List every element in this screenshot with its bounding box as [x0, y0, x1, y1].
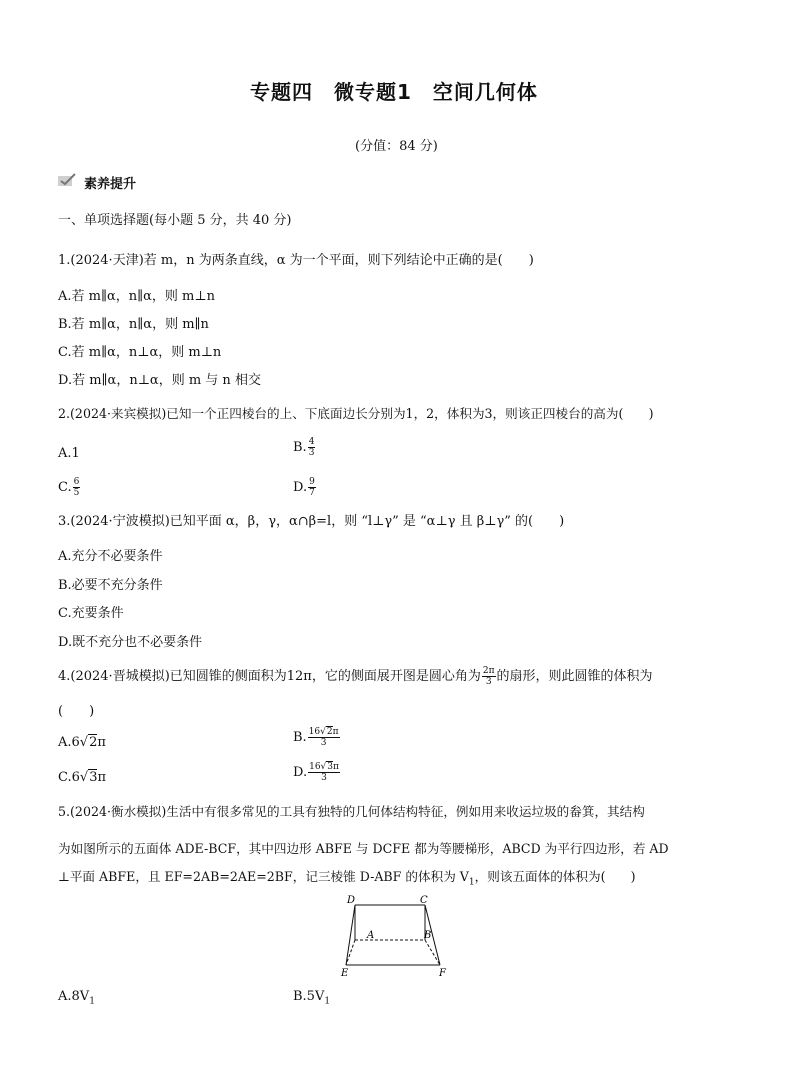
q4-a-radical: √2 — [79, 735, 98, 750]
q5-a-prefix: A.8V — [58, 989, 90, 1004]
q4-option-a — [58, 734, 106, 752]
score-note: (分值：84 分) — [355, 139, 438, 154]
label-c: C — [420, 895, 428, 906]
q4-b-num: 16√2π — [308, 727, 339, 737]
label-b: B — [424, 930, 432, 941]
q4-d-num-rad: 3 — [327, 762, 334, 772]
q4-option-c — [58, 769, 106, 787]
q1-option-b: B.若 m∥α，n∥α，则 m∥n — [58, 317, 209, 332]
q2-d-fraction — [308, 477, 316, 498]
checkmark-icon — [58, 172, 78, 188]
q3-option-c: C.充要条件 — [58, 606, 124, 621]
page-title: 专题四 微专题1 空间几何体 — [250, 80, 538, 104]
section-label: 素养提升 — [84, 177, 137, 192]
q5-line3-after: ，则该五面体的体积为( ) — [474, 869, 636, 884]
q4-angle-fraction — [482, 666, 496, 687]
q5-line2: 为如图所示的五面体 ADE-BCF，其中四边形 ABFE 与 DCFE 都为等腰梯形，ABCD 为平行四边形，若 AD — [58, 841, 669, 856]
q3-option-d: D.既不充分也不必要条件 — [58, 635, 203, 650]
edge-de — [346, 905, 355, 965]
q4-b-num-pre: 16 — [308, 727, 321, 737]
q4-paren: ( ) — [58, 704, 95, 719]
q5-line3 — [58, 868, 636, 892]
q5-line3-before: ⊥平面 ABFE，且 EF=2AB=2AE=2BF，记三棱锥 D-ABF 的体积为 V — [58, 869, 469, 884]
q2-option-c — [58, 477, 81, 498]
pentahedron-figure — [336, 893, 456, 979]
q4-d-den: 3 — [321, 773, 327, 783]
q1-stem: 1.(2024·天津)若 m，n 为两条直线，α 为一个平面，则下列结论中正确的是( ) — [58, 253, 534, 268]
q4-a-prefix: A.6 — [58, 735, 80, 750]
q4-b-num-post: π — [332, 727, 339, 737]
part-title: 一、单项选择题(每小题 5 分，共 40 分) — [58, 213, 292, 228]
q1-option-a: A.若 m∥α，n∥α，则 m⊥n — [58, 289, 215, 304]
q3-option-b: B.必要不充分条件 — [58, 578, 163, 593]
q2-option-b — [293, 437, 316, 458]
q4-a-rad: 2 — [89, 735, 98, 750]
q4-d-num: 16√3π — [309, 762, 339, 772]
edge-bf — [425, 940, 440, 965]
q4-d-prefix: D. — [293, 765, 308, 780]
q5-line1: 5.(2024·衡水模拟)生活中有很多常见的工具有独特的几何体结构特征，例如用来收运垃圾的畚箕，其结构 — [58, 804, 645, 819]
q4-stem-before: 4.(2024·晋城模拟)已知圆锥的侧面积为12π，它的侧面展开图是圆心角为 — [58, 669, 481, 684]
q2-c-fraction — [73, 477, 81, 498]
q2-stem: 2.(2024·来宾模拟)已知一个正四棱台的上、下底面边长分别为1，2，体积为3，则该正四棱台的高为( ) — [58, 406, 654, 421]
q4-a-suffix: π — [97, 735, 106, 750]
q2-b-fraction — [308, 437, 316, 458]
q4-c-rad: 3 — [89, 770, 98, 785]
q2-c-num: 6 — [73, 477, 80, 487]
q5-b-prefix: B.5V — [293, 989, 325, 1004]
q2-option-d — [293, 477, 317, 498]
q2-d-num: 9 — [309, 477, 315, 487]
q4-c-prefix: C.6 — [58, 770, 80, 785]
q4-b-fraction — [308, 727, 340, 748]
label-d: D — [347, 895, 356, 906]
q4-c-radical: √3 — [79, 770, 98, 785]
q2-option-a: A.1 — [58, 446, 80, 461]
q5-a-sub: 1 — [89, 996, 95, 1007]
q5-line3-sub: 1 — [468, 877, 475, 888]
q4-option-d — [293, 762, 341, 783]
q4-b-prefix: B. — [293, 730, 307, 745]
q5-option-a — [58, 988, 95, 1011]
q4-d-num-post: π — [333, 762, 339, 772]
q4-option-b — [293, 727, 341, 748]
q4-d-num-pre: 16 — [309, 762, 321, 772]
q5-option-b — [293, 988, 330, 1011]
q2-b-prefix: B. — [293, 440, 307, 455]
q2-b-num: 4 — [308, 437, 315, 447]
q5-b-sub: 1 — [324, 996, 331, 1007]
q2-d-den: 7 — [309, 488, 315, 498]
label-a: A — [367, 930, 375, 941]
label-e: E — [341, 968, 349, 979]
q2-c-prefix: C. — [58, 480, 72, 495]
q4-stem — [58, 666, 653, 687]
q1-option-c: C.若 m∥α，n⊥α，则 m⊥n — [58, 345, 222, 360]
q4-c-suffix: π — [97, 770, 107, 785]
q4-angle-num: 2π — [482, 666, 495, 676]
q4-b-num-rad: 2 — [326, 727, 333, 737]
q3-option-a: A.充分不必要条件 — [58, 549, 163, 564]
q2-b-den: 3 — [308, 448, 315, 458]
q2-c-den: 5 — [73, 488, 80, 498]
q4-d-fraction — [308, 762, 340, 783]
q4-b-den: 3 — [320, 738, 327, 748]
q4-angle-den: 3 — [485, 677, 492, 687]
q1-option-d: D.若 m∥α，n⊥α，则 m 与 n 相交 — [58, 373, 261, 388]
q4-stem-after: 的扇形，则此圆锥的体积为 — [496, 669, 653, 684]
q2-d-prefix: D. — [293, 480, 308, 495]
label-f: F — [439, 968, 446, 979]
edge-ae — [346, 940, 355, 965]
q3-stem: 3.(2024·宁波模拟)已知平面 α，β，γ，α∩β=l，则 “l⊥γ” 是 “α⊥γ 且 β⊥γ” 的( ) — [58, 514, 565, 529]
